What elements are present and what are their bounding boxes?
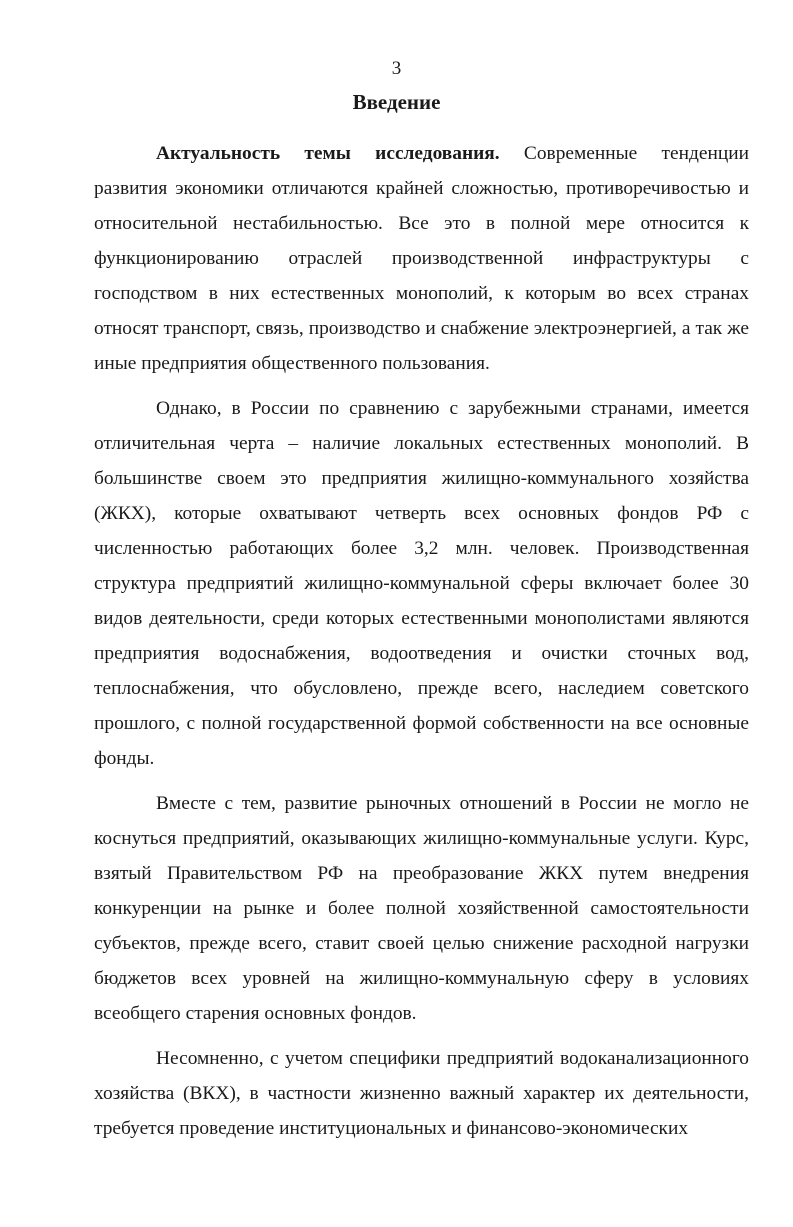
paragraph-water-utilities: Несомненно, с учетом специфики предприятий водоканализационного хозяйства (ВКХ), в частности жизненно важный характер их деятельности, требуется проведение институциональных и финансово-экономических <box>94 1048 749 1139</box>
paragraph-relevance <box>94 136 749 381</box>
page-number: 3 <box>391 58 402 79</box>
page-title: Введение <box>352 90 441 114</box>
paragraph-market-relations: Вместе с тем, развитие рыночных отношений в России не могло не коснуться предприятий, оказывающих жилищно-коммунальные услуги. Курс, взятый Правительством РФ на преобразование ЖКХ путем внедрения конкуренции на рынке и более полной хозяйственной самостоятельности субъектов, прежде всего, ставит своей целью снижение расходной нагрузки бюджетов всех уровней на жилищно-коммунальную сферу в условиях всеобщего старения основных фондов. <box>94 793 749 1024</box>
paragraph-lead: Актуальность темы исследования. <box>156 143 500 164</box>
paragraph-text: Современные тенденции развития экономики отличаются крайней сложностью, противоречивостью и относительной нестабильностью. Все это в полной мере относится к функционированию отраслей производственной инфраструктуры с господством в них естественных монополий, к которым во всех странах относят транспорт, связь, производство и снабжение электроэнергией, а так же иные предприятия общественного пользования. <box>94 143 749 374</box>
paragraph-local-monopolies: Однако, в России по сравнению с зарубежными странами, имеется отличительная черта – наличие локальных естественных монополий. В большинстве своем это предприятия жилищно-коммунального хозяйства (ЖКХ), которые охватывают четверть всех основных фондов РФ с численностью работающих более 3,2 млн. человек. Производственная структура предприятий жилищно-коммунальной сферы включает более 30 видов деятельности, среди которых естественными монополистами являются предприятия водоснабжения, водоотведения и очистки сточных вод, теплоснабжения, что обусловлено, прежде всего, наследием советского прошлого, с полной государственной формой собственности на все основные фонды. <box>94 398 749 769</box>
document-body <box>94 136 749 1146</box>
